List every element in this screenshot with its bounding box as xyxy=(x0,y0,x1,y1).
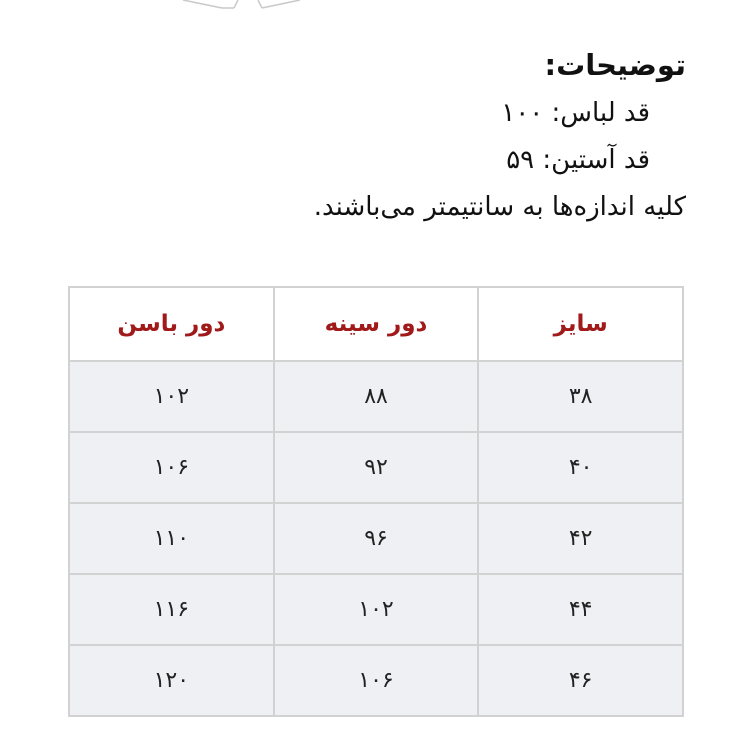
garment-outline-remnant xyxy=(0,0,750,12)
cell-hip: ۱۱۶ xyxy=(69,574,274,645)
table-header-row xyxy=(69,287,683,361)
unit-note: کلیه اندازه‌ها به سانتیمتر می‌باشند. xyxy=(313,192,686,222)
cell-size: ۴۰ xyxy=(478,432,683,503)
size-table xyxy=(68,286,684,717)
sleeve-length: قد آستین: ۵۹ xyxy=(506,145,650,175)
table-row xyxy=(69,645,683,716)
cell-chest: ۱۰۶ xyxy=(274,645,479,716)
cell-hip: ۱۲۰ xyxy=(69,645,274,716)
cell-size: ۴۴ xyxy=(478,574,683,645)
cell-size: ۳۸ xyxy=(478,361,683,432)
cell-chest: ۱۰۲ xyxy=(274,574,479,645)
description-block xyxy=(46,40,686,231)
cell-chest: ۹۶ xyxy=(274,503,479,574)
table-row xyxy=(69,503,683,574)
table-row xyxy=(69,574,683,645)
description-title: توضیحات: xyxy=(544,48,686,82)
cell-chest: ۹۲ xyxy=(274,432,479,503)
cell-hip: ۱۰۲ xyxy=(69,361,274,432)
header-size: سایز xyxy=(478,287,683,361)
cell-size: ۴۲ xyxy=(478,503,683,574)
header-hip: دور باسن xyxy=(69,287,274,361)
cell-chest: ۸۸ xyxy=(274,361,479,432)
table-row xyxy=(69,361,683,432)
cell-hip: ۱۰۶ xyxy=(69,432,274,503)
table-row xyxy=(69,432,683,503)
cell-hip: ۱۱۰ xyxy=(69,503,274,574)
dress-length: قد لباس: ۱۰۰ xyxy=(501,98,650,128)
header-chest: دور سینه xyxy=(274,287,479,361)
cell-size: ۴۶ xyxy=(478,645,683,716)
